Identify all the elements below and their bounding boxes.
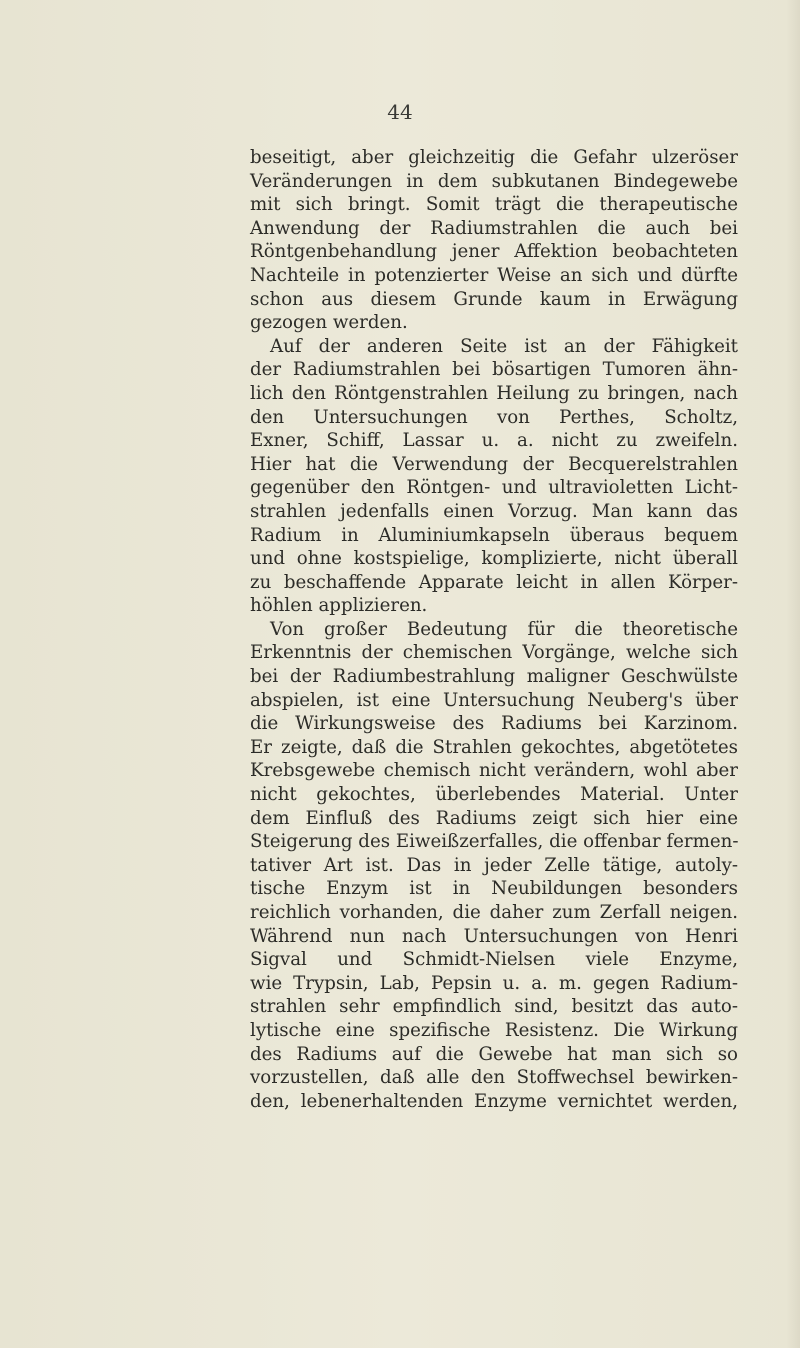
- text-line: gegenüber den Röntgen- und ultravioletten Licht-: [250, 477, 738, 499]
- text-line: gezogen werden.: [250, 312, 408, 334]
- text-line: die Wirkungsweise des Radiums bei Karzinom.: [250, 713, 738, 735]
- text-line: Während nun nach Untersuchungen von Henri: [250, 925, 738, 947]
- text-line: zu beschaffende Apparate leicht in allen Körper-: [250, 571, 738, 593]
- text-line: Erkenntnis der chemischen Vorgänge, welche sich: [250, 642, 738, 664]
- text-line: wie Trypsin, Lab, Pepsin u. a. m. gegen Radium-: [250, 972, 738, 994]
- text-line: Veränderungen in dem subkutanen Bindegewebe: [250, 170, 738, 192]
- text-line: lytische eine spezifische Resistenz. Die Wirkung: [250, 1019, 738, 1041]
- text-line: beseitigt, aber gleichzeitig die Gefahr ulzeröser: [250, 147, 738, 168]
- text-line: vorzustellen, daß alle den Stoffwechsel bewirken-: [250, 1067, 738, 1089]
- page-edge-shadow: [786, 0, 800, 1348]
- text-line: Von großer Bedeutung für die theoretische: [270, 618, 738, 640]
- text-line: Röntgenbehandlung jener Affektion beobachteten: [250, 241, 738, 263]
- text-line: strahlen sehr empfindlich sind, besitzt das auto-: [250, 996, 738, 1018]
- text-line: Sigval und Schmidt-Nielsen viele Enzyme,: [250, 949, 738, 971]
- text-line: dem Einfluß des Radiums zeigt sich hier eine: [250, 807, 738, 829]
- text-line: tativer Art ist. Das in jeder Zelle tätige, autoly-: [250, 854, 738, 876]
- page-number: 44: [387, 100, 413, 124]
- text-line: Exner, Schiff, Lassar u. a. nicht zu zweifeln.: [250, 430, 738, 452]
- text-line: mit sich bringt. Somit trägt die therapeutische: [250, 194, 738, 216]
- text-line: Er zeigte, daß die Strahlen gekochtes, abgetötetes: [250, 736, 738, 758]
- text-line: reichlich vorhanden, die daher zum Zerfall neigen.: [250, 902, 738, 923]
- text-line: Krebsgewebe chemisch nicht verändern, wohl aber: [250, 760, 738, 782]
- text-line: nicht gekochtes, überlebendes Material. Unter: [250, 784, 738, 806]
- text-line: den, lebenerhaltenden Enzyme vernichtet werden,: [250, 1090, 738, 1112]
- text-line: bei der Radiumbestrahlung maligner Geschwülste: [250, 666, 738, 688]
- text-line: Nachteile in potenzierter Weise an sich und dürfte: [250, 264, 738, 286]
- text-line: Radium in Aluminiumkapseln überaus bequem: [250, 524, 738, 546]
- text-line: Hier hat die Verwendung der Becquerelstrahlen: [250, 453, 738, 475]
- text-line: höhlen applizieren.: [250, 595, 428, 617]
- text-line: tische Enzym ist in Neubildungen besonders: [250, 878, 738, 900]
- text-line: lich den Röntgenstrahlen Heilung zu bringen, nach: [250, 382, 738, 404]
- text-line: Auf der anderen Seite ist an der Fähigkeit: [270, 335, 738, 357]
- text-line: Anwendung der Radiumstrahlen die auch bei: [250, 217, 738, 239]
- text-line: schon aus diesem Grunde kaum in Erwägung: [250, 288, 738, 310]
- text-line: den Untersuchungen von Perthes, Scholtz,: [250, 406, 738, 428]
- text-line: Steigerung des Eiweißzerfalles, die offenbar fermen-: [250, 831, 739, 853]
- text-line: strahlen jedenfalls einen Vorzug. Man kann das: [250, 500, 738, 522]
- text-line: der Radiumstrahlen bei bösartigen Tumoren ähn-: [250, 359, 738, 381]
- text-line: des Radiums auf die Gewebe hat man sich so: [250, 1043, 738, 1065]
- body-text: [250, 146, 738, 1113]
- text-line: abspielen, ist eine Untersuchung Neuberg's über: [250, 689, 738, 711]
- text-line: und ohne kostspielige, komplizierte, nicht überall: [250, 548, 738, 570]
